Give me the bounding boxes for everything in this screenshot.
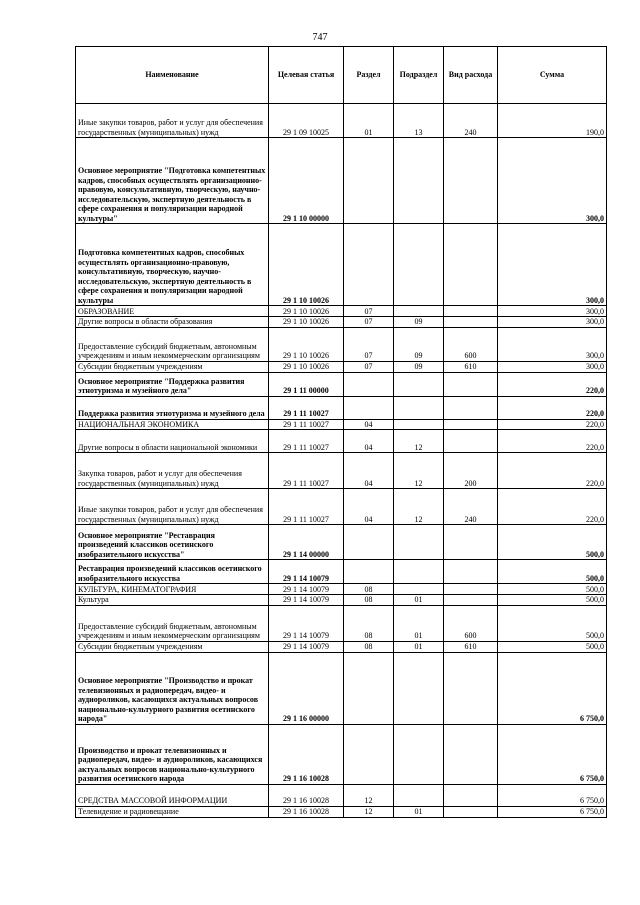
cell-target: 29 1 14 10079: [269, 641, 344, 652]
cell-expense-type: [444, 430, 498, 453]
cell-target: 29 1 11 10027: [269, 396, 344, 419]
cell-name: Основное мероприятие "Поддержка развития этнотуризма и музейного дела": [76, 372, 269, 396]
cell-section: [344, 652, 394, 724]
cell-expense-type: [444, 224, 498, 306]
table-row: [76, 595, 607, 606]
cell-target: 29 1 10 10026: [269, 306, 344, 317]
cell-name: НАЦИОНАЛЬНАЯ ЭКОНОМИКА: [76, 419, 269, 430]
cell-subsection: 01: [394, 605, 444, 641]
cell-section: 04: [344, 419, 394, 430]
table-row: [76, 453, 607, 489]
cell-amount: 6 750,0: [498, 652, 607, 724]
cell-section: 07: [344, 327, 394, 361]
cell-section: 01: [344, 104, 394, 138]
cell-amount: 6 750,0: [498, 724, 607, 784]
cell-expense-type: [444, 396, 498, 419]
cell-expense-type: [444, 306, 498, 317]
cell-section: 08: [344, 605, 394, 641]
cell-target: 29 1 14 10079: [269, 560, 344, 584]
header-subsection: Подраздел: [394, 47, 444, 104]
cell-target: 29 1 14 10079: [269, 605, 344, 641]
cell-target: 29 1 09 10025: [269, 104, 344, 138]
cell-name: Иные закупки товаров, работ и услуг для обеспечения государственных (муниципальных) нужд: [76, 104, 269, 138]
cell-target: 29 1 16 10028: [269, 806, 344, 817]
cell-name: Культура: [76, 595, 269, 606]
cell-subsection: 01: [394, 641, 444, 652]
cell-section: 08: [344, 595, 394, 606]
cell-name: Предоставление субсидий бюджетным, автономным учреждениям и иным некоммерческим организациям: [76, 327, 269, 361]
budget-table: [75, 46, 607, 818]
cell-section: [344, 224, 394, 306]
cell-subsection: [394, 419, 444, 430]
cell-name: Другие вопросы в области образования: [76, 317, 269, 328]
table-row: [76, 372, 607, 396]
cell-section: 08: [344, 584, 394, 595]
cell-section: [344, 525, 394, 560]
cell-subsection: [394, 396, 444, 419]
cell-amount: 220,0: [498, 489, 607, 525]
cell-amount: 300,0: [498, 317, 607, 328]
cell-amount: 220,0: [498, 430, 607, 453]
table-row: [76, 306, 607, 317]
cell-amount: 500,0: [498, 595, 607, 606]
cell-amount: 220,0: [498, 453, 607, 489]
table-row: [76, 419, 607, 430]
table-body: [76, 104, 607, 818]
cell-name: ОБРАЗОВАНИЕ: [76, 306, 269, 317]
cell-expense-type: [444, 317, 498, 328]
cell-subsection: [394, 784, 444, 806]
cell-target: 29 1 11 10027: [269, 419, 344, 430]
cell-subsection: 01: [394, 595, 444, 606]
cell-name: Поддержка развития этнотуризма и музейного дела: [76, 396, 269, 419]
cell-subsection: [394, 584, 444, 595]
cell-subsection: [394, 224, 444, 306]
cell-name: Предоставление субсидий бюджетным, автономным учреждениям и иным некоммерческим организациям: [76, 605, 269, 641]
cell-amount: 500,0: [498, 605, 607, 641]
cell-amount: 220,0: [498, 419, 607, 430]
table-row: [76, 317, 607, 328]
cell-name: СРЕДСТВА МАССОВОЙ ИНФОРМАЦИИ: [76, 784, 269, 806]
cell-expense-type: 610: [444, 361, 498, 372]
header-target: Целевая статья: [269, 47, 344, 104]
cell-target: 29 1 14 10079: [269, 584, 344, 595]
cell-target: 29 1 10 00000: [269, 138, 344, 224]
cell-expense-type: [444, 372, 498, 396]
cell-expense-type: [444, 652, 498, 724]
cell-expense-type: 600: [444, 605, 498, 641]
table-row: [76, 138, 607, 224]
cell-expense-type: [444, 806, 498, 817]
cell-expense-type: [444, 560, 498, 584]
table-row: [76, 724, 607, 784]
cell-section: [344, 138, 394, 224]
cell-section: [344, 372, 394, 396]
table-row: [76, 104, 607, 138]
cell-target: 29 1 10 10026: [269, 327, 344, 361]
cell-section: 12: [344, 806, 394, 817]
cell-name: Производство и прокат телевизионных и радиопередач, видео- и аудиороликов, касающихся актуальных вопросов национально-культурного развития осетинского народа: [76, 724, 269, 784]
table-row: [76, 489, 607, 525]
cell-expense-type: 600: [444, 327, 498, 361]
cell-subsection: [394, 372, 444, 396]
cell-expense-type: [444, 784, 498, 806]
cell-expense-type: [444, 138, 498, 224]
cell-subsection: 12: [394, 430, 444, 453]
table-header-row: [76, 47, 607, 104]
cell-target: 29 1 16 00000: [269, 652, 344, 724]
header-amount: Сумма: [498, 47, 607, 104]
table-row: [76, 652, 607, 724]
cell-expense-type: 610: [444, 641, 498, 652]
cell-section: [344, 560, 394, 584]
table-row: [76, 525, 607, 560]
header-expense-type: Вид расхода: [444, 47, 498, 104]
cell-section: [344, 396, 394, 419]
cell-expense-type: 200: [444, 453, 498, 489]
cell-subsection: [394, 560, 444, 584]
cell-amount: 300,0: [498, 327, 607, 361]
table-row: [76, 641, 607, 652]
table-row: [76, 584, 607, 595]
cell-amount: 300,0: [498, 361, 607, 372]
cell-name: КУЛЬТУРА, КИНЕМАТОГРАФИЯ: [76, 584, 269, 595]
cell-subsection: [394, 724, 444, 784]
cell-name: Основное мероприятие "Производство и прокат телевизионных и радиопередач, видео- и аудиороликов, касающихся актуальных вопросов национально-культурного развития осетинского народа": [76, 652, 269, 724]
cell-amount: 220,0: [498, 396, 607, 419]
page-number: 747: [312, 32, 328, 43]
cell-target: 29 1 14 00000: [269, 525, 344, 560]
cell-expense-type: [444, 584, 498, 595]
cell-subsection: 09: [394, 327, 444, 361]
table-row: [76, 224, 607, 306]
cell-name: Телевидение и радиовещание: [76, 806, 269, 817]
cell-target: 29 1 11 10027: [269, 453, 344, 489]
cell-name: Подготовка компетентных кадров, способных осуществлять организационно-правовую, консультативную, творческую, научно-исследовательскую, экспертную деятельность в сфере сохранения и популяризации народной культуры: [76, 224, 269, 306]
cell-section: 07: [344, 317, 394, 328]
cell-target: 29 1 10 10026: [269, 361, 344, 372]
cell-target: 29 1 14 10079: [269, 595, 344, 606]
table-row: [76, 396, 607, 419]
cell-expense-type: [444, 595, 498, 606]
cell-name: Субсидии бюджетным учреждениям: [76, 641, 269, 652]
cell-subsection: [394, 525, 444, 560]
table-row: [76, 605, 607, 641]
cell-subsection: [394, 138, 444, 224]
header-section: Раздел: [344, 47, 394, 104]
cell-expense-type: [444, 724, 498, 784]
cell-target: 29 1 10 10026: [269, 224, 344, 306]
cell-name: Закупка товаров, работ и услуг для обеспечения государственных (муниципальных) нужд: [76, 453, 269, 489]
cell-target: 29 1 16 10028: [269, 724, 344, 784]
cell-section: 07: [344, 306, 394, 317]
cell-section: [344, 724, 394, 784]
cell-expense-type: 240: [444, 104, 498, 138]
cell-section: 07: [344, 361, 394, 372]
cell-amount: 500,0: [498, 525, 607, 560]
table-row: [76, 430, 607, 453]
cell-subsection: 12: [394, 489, 444, 525]
cell-name: Основное мероприятие "Реставрация произведений классиков осетинского изобразительного искусства": [76, 525, 269, 560]
cell-expense-type: [444, 419, 498, 430]
cell-expense-type: [444, 525, 498, 560]
cell-subsection: 09: [394, 317, 444, 328]
cell-name: Субсидии бюджетным учреждениям: [76, 361, 269, 372]
cell-name: Другие вопросы в области национальной экономики: [76, 430, 269, 453]
cell-subsection: 12: [394, 453, 444, 489]
header-name: Наименование: [76, 47, 269, 104]
cell-subsection: 13: [394, 104, 444, 138]
cell-amount: 500,0: [498, 584, 607, 595]
cell-amount: 6 750,0: [498, 784, 607, 806]
cell-target: 29 1 11 00000: [269, 372, 344, 396]
table-row: [76, 327, 607, 361]
cell-name: Иные закупки товаров, работ и услуг для обеспечения государственных (муниципальных) нужд: [76, 489, 269, 525]
cell-section: 08: [344, 641, 394, 652]
cell-target: 29 1 11 10027: [269, 489, 344, 525]
cell-section: 04: [344, 430, 394, 453]
cell-subsection: [394, 306, 444, 317]
table-row: [76, 560, 607, 584]
cell-subsection: 09: [394, 361, 444, 372]
cell-amount: 190,0: [498, 104, 607, 138]
cell-amount: 300,0: [498, 306, 607, 317]
cell-target: 29 1 11 10027: [269, 430, 344, 453]
cell-section: 04: [344, 453, 394, 489]
cell-amount: 300,0: [498, 224, 607, 306]
cell-amount: 500,0: [498, 641, 607, 652]
cell-expense-type: 240: [444, 489, 498, 525]
table-row: [76, 361, 607, 372]
cell-section: 04: [344, 489, 394, 525]
cell-amount: 220,0: [498, 372, 607, 396]
table-row: [76, 784, 607, 806]
cell-section: 12: [344, 784, 394, 806]
cell-subsection: [394, 652, 444, 724]
cell-amount: 500,0: [498, 560, 607, 584]
cell-subsection: 01: [394, 806, 444, 817]
cell-amount: 300,0: [498, 138, 607, 224]
cell-amount: 6 750,0: [498, 806, 607, 817]
cell-target: 29 1 10 10026: [269, 317, 344, 328]
cell-name: Основное мероприятие "Подготовка компетентных кадров, способных осуществлять организационно-правовую, консультативную, творческую, научно-исследовательскую, экспертную деятельность в сфере сохранения и популяризации народной культуры": [76, 138, 269, 224]
table-row: [76, 806, 607, 817]
cell-target: 29 1 16 10028: [269, 784, 344, 806]
cell-name: Реставрация произведений классиков осетинского изобразительного искусства: [76, 560, 269, 584]
